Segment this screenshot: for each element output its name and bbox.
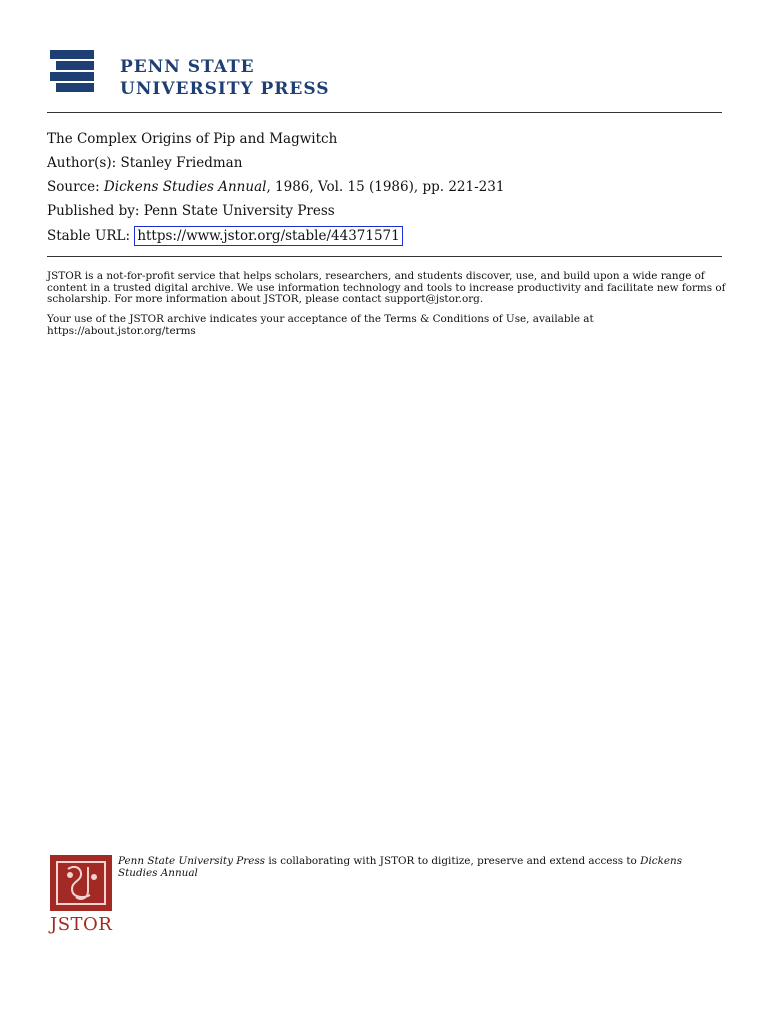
stable-url-label: Stable URL: bbox=[47, 228, 135, 244]
article-authors: Author(s): Stanley Friedman bbox=[47, 155, 243, 171]
bottom-divider bbox=[47, 256, 722, 257]
jstor-logo-text: JSTOR bbox=[50, 914, 113, 935]
jstor-info-notice: JSTOR is a not-for-profit service that helps scholars, researchers, and students discover, use, and build upon a wide range of content in a trusted digital archive. We use information technology and tools to increase productivity and facilitate new forms of scholarship. For more information about JSTOR, please contact support@jstor.org. bbox=[47, 270, 726, 305]
publisher-logo bbox=[48, 48, 348, 99]
article-source bbox=[47, 178, 504, 196]
source-journal: Dickens Studies Annual bbox=[103, 179, 267, 195]
publisher-name-line1: PENN STATE bbox=[120, 57, 255, 77]
penn-state-shield-icon bbox=[48, 48, 96, 94]
collab-middle: is collaborating with JSTOR to digitize, preserve and extend access to bbox=[265, 855, 641, 867]
publisher-name-line2: UNIVERSITY PRESS bbox=[120, 79, 330, 99]
source-details: , 1986, Vol. 15 (1986), pp. 221-231 bbox=[266, 179, 505, 195]
collab-publisher: Penn State University Press bbox=[118, 855, 266, 867]
stable-url-row bbox=[47, 227, 403, 245]
published-by: Published by: Penn State University Press bbox=[47, 203, 335, 219]
stable-url-link[interactable]: https://www.jstor.org/stable/44371571 bbox=[134, 226, 402, 246]
jstor-seal-icon bbox=[50, 855, 112, 911]
top-divider bbox=[47, 112, 722, 113]
publisher-name bbox=[120, 56, 330, 100]
collab-journal: Dickens Studies Annual bbox=[118, 855, 683, 879]
terms-notice: Your use of the JSTOR archive indicates your acceptance of the Terms & Conditions of Use, available at https://about.jstor.org/terms bbox=[47, 313, 594, 337]
source-prefix: Source: bbox=[47, 179, 104, 195]
article-title: The Complex Origins of Pip and Magwitch bbox=[47, 131, 338, 147]
collaboration-statement bbox=[118, 856, 698, 879]
jstor-logo bbox=[50, 855, 113, 937]
